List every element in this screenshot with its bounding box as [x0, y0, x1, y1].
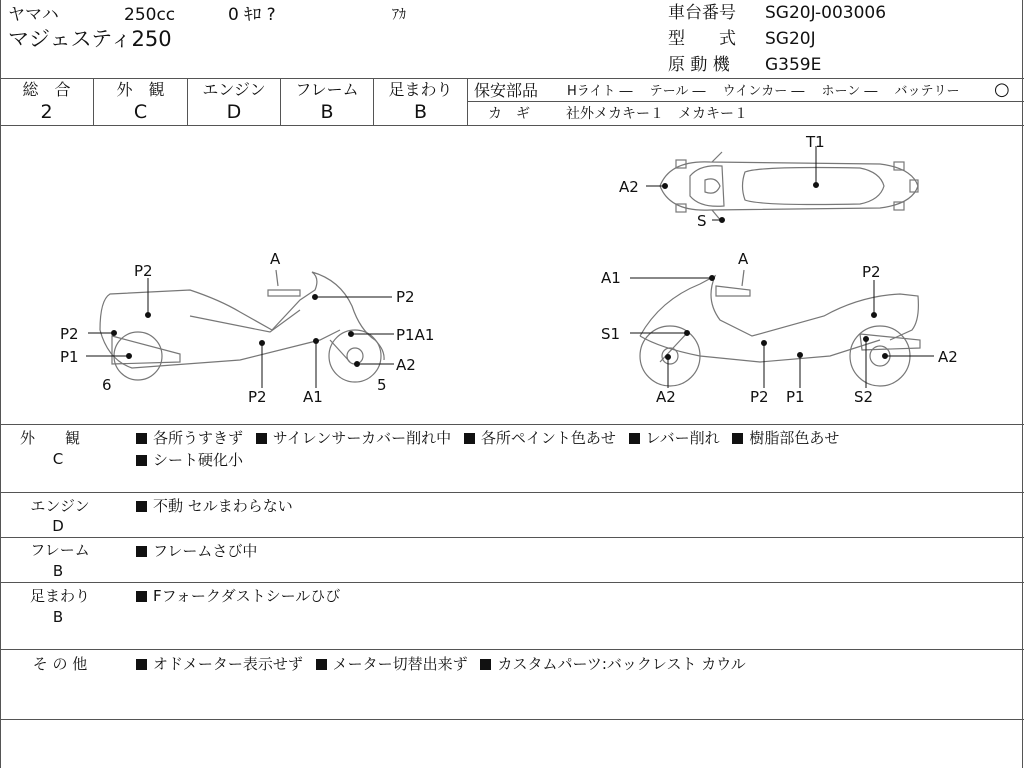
diagram-label-a2: A2 [656, 388, 676, 406]
chassis-no-label: 車台番号 [668, 3, 736, 23]
divider [0, 424, 1024, 425]
diagram-label-a1: A1 [303, 388, 323, 406]
diagram-label-a: A [270, 250, 281, 268]
bullet-icon [732, 433, 743, 444]
engine-label: 原 動 機 [668, 55, 730, 75]
note: シート硬化小 [153, 451, 244, 469]
diagram-label-5: 5 [377, 376, 387, 394]
note: 各所うすきず [153, 429, 244, 447]
bullet-icon [136, 591, 147, 602]
safety-parts-items: Hライト ― テール ― ウインカー ― ホーン ― バッテリー [567, 84, 960, 99]
section-grade: B [52, 562, 64, 580]
grade-value: D [226, 101, 242, 123]
diagram-label-s1: S1 [601, 325, 621, 343]
diagram-label-a2: A2 [396, 356, 416, 374]
note: カスタムパーツ:バックレスト カウル [497, 655, 746, 673]
maker: ヤマハ [8, 5, 59, 25]
section-title: 足まわり [29, 587, 90, 605]
divider [0, 582, 1024, 583]
diagram-label-6: 6 [102, 376, 112, 394]
divider [0, 719, 1024, 720]
engine-value: G359E [765, 55, 822, 75]
diagram-label-t1: T1 [806, 133, 825, 151]
divider [0, 492, 1024, 493]
header [0, 0, 1024, 78]
bullet-icon [136, 501, 147, 512]
note: オドメーター表示せず [153, 655, 303, 673]
grade-label: エンジン [202, 80, 266, 99]
diagram-label-p2: P2 [60, 325, 79, 343]
section-line [136, 495, 293, 517]
divider [0, 649, 1024, 650]
grade-value: B [413, 101, 428, 123]
safety-parts-label: 保安部品 [474, 81, 539, 100]
bullet-icon [629, 433, 640, 444]
bullet-icon [316, 659, 327, 670]
type-label: 型 式 [668, 29, 736, 49]
diagram-label-p2: P2 [134, 262, 153, 280]
section-grade: D [52, 517, 64, 535]
diagram-label-s2: S2 [854, 388, 874, 406]
diagram-label-p1: P1 [60, 348, 79, 366]
bullet-icon [256, 433, 267, 444]
grade-label: 足まわり [388, 80, 453, 99]
section-grade: C [52, 450, 64, 468]
bullet-icon [136, 659, 147, 670]
grade-label: フレーム [295, 80, 359, 99]
battery-mark: ○ [994, 79, 1010, 100]
section-title: エンジン [30, 497, 90, 515]
keys-label: カ ギ [488, 106, 530, 122]
type-value: SG20J [765, 29, 816, 49]
diagram-label-p1: P1 [786, 388, 805, 406]
grade-value: C [133, 101, 148, 123]
mileage: 0 ｷﾛ ? [228, 5, 276, 25]
diagram-label-a: A [738, 250, 749, 268]
diagram-label-p2: P2 [396, 288, 415, 306]
note: サイレンサーカバー削れ中 [272, 429, 452, 447]
bullet-icon [136, 546, 147, 557]
section-line [136, 449, 243, 471]
note: 不動 セルまわらない [153, 497, 293, 515]
section-title: フレーム [30, 541, 90, 559]
scooter-diagram [0, 126, 1024, 423]
diagram-label-a2: A2 [619, 178, 639, 196]
note: レバー削れ [645, 429, 720, 447]
keys-value: 社外メカキー１ メカキー１ [566, 106, 748, 122]
left-side-scooter [100, 270, 384, 382]
grade-value: B [320, 101, 334, 123]
note: フレームさび中 [153, 542, 258, 560]
section-line [136, 427, 839, 449]
diagram-label-a2: A2 [938, 348, 958, 366]
note: Fフォークダストシールひび [153, 587, 341, 605]
note: メーター切替出来ず [332, 655, 468, 673]
diagram-label-a1: A1 [601, 269, 621, 287]
diagram-label-p1a1: P1A1 [396, 326, 435, 344]
note: 樹脂部色あせ [749, 429, 840, 447]
section-line [136, 540, 257, 562]
bullet-icon [136, 455, 147, 466]
right-side-scooter [640, 270, 920, 386]
section-line [136, 585, 340, 607]
section-grade: B [52, 608, 64, 626]
divider [467, 78, 468, 125]
divider [0, 537, 1024, 538]
divider [0, 78, 1024, 79]
section-title: そ の 他 [32, 655, 88, 673]
diagram-label-p2: P2 [862, 263, 881, 281]
color: ｱｶ [392, 7, 406, 23]
section-title: 外 観 [19, 429, 80, 447]
diagram-label-s: S [697, 212, 707, 230]
bullet-icon [480, 659, 491, 670]
grade-value: 2 [40, 101, 53, 123]
bullet-icon [136, 433, 147, 444]
note: 各所ペイント色あせ [480, 429, 616, 447]
section-line [136, 653, 746, 675]
grade-label: 外 観 [116, 80, 165, 99]
chassis-no: SG20J-003006 [765, 3, 887, 23]
diagram-label-p2: P2 [248, 388, 267, 406]
model-name: マジェスティ250 [8, 27, 172, 51]
displacement: 250cc [124, 5, 176, 25]
diagram-label-p2: P2 [750, 388, 769, 406]
bullet-icon [464, 433, 475, 444]
grade-label: 総 合 [22, 80, 71, 99]
